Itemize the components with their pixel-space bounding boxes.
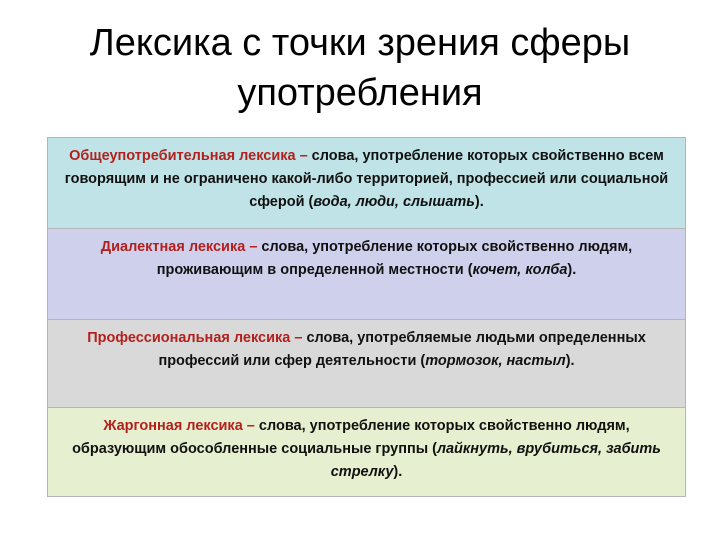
term-examples: вода, люди, слышать — [313, 194, 475, 210]
term-definition: слова, употребление которых свойственно людям, проживающим в определенной местности ( — [156, 239, 633, 278]
block-common-vocabulary — [47, 137, 686, 229]
term-closing: ). — [565, 353, 575, 369]
term-definition: слова, употребление которых свойственно людям, образующим обособленные социальные группы ( — [72, 418, 630, 457]
term-examples: тормозок, настыл — [425, 353, 566, 369]
slide-title — [20, 18, 700, 118]
term-examples: кочет, колба — [472, 262, 568, 278]
term-examples: лайкнуть, врубиться, забить стрелку — [330, 441, 661, 480]
term-label: Общеупотребительная лексика – — [69, 148, 308, 164]
block-jargon-vocabulary — [47, 408, 686, 497]
term-label: Профессиональная лексика – — [87, 330, 303, 346]
term-closing: ). — [393, 464, 403, 480]
vocabulary-blocks — [47, 137, 686, 497]
slide-title-line-1: Лексика с точки зрения сферы — [89, 22, 631, 64]
term-label: Жаргонная лексика – — [103, 418, 255, 434]
term-definition: слова, употребление которых свойственно всем говорящим и не ограничено какой-либо территорией, профессией или социальной сферой ( — [64, 148, 669, 210]
term-closing: ). — [567, 262, 577, 278]
term-label: Диалектная лексика – — [100, 239, 258, 255]
slide-title-line-2: употребления — [237, 72, 483, 114]
term-closing: ). — [474, 194, 484, 210]
block-professional-vocabulary — [47, 320, 686, 408]
block-dialect-vocabulary — [47, 229, 686, 320]
term-definition: слова, употребляемые людьми определенных профессий или сфер деятельности ( — [158, 330, 646, 369]
